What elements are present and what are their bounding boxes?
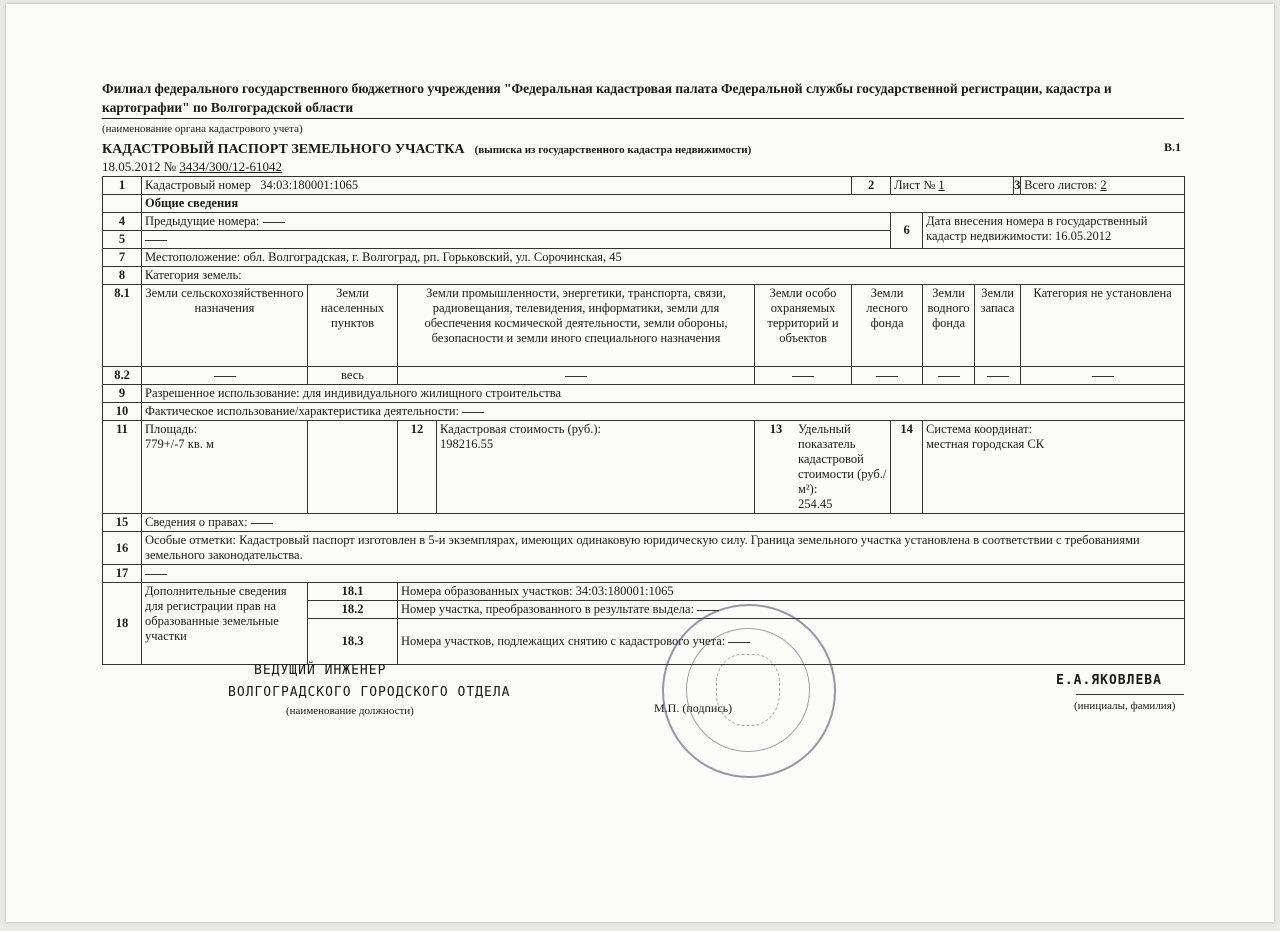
empty-dash bbox=[876, 376, 898, 377]
signer-underline bbox=[1076, 694, 1184, 695]
empty-dash bbox=[263, 222, 285, 223]
coord-system-label: Система координат: bbox=[926, 422, 1033, 436]
cadastral-value-value: 198216.55 bbox=[440, 437, 494, 451]
row-number: 11 bbox=[103, 421, 142, 514]
empty-dash bbox=[987, 376, 1009, 377]
rights-label: Сведения о правах: bbox=[145, 515, 248, 529]
table-row bbox=[103, 367, 1185, 385]
passport-table bbox=[102, 176, 1185, 665]
cadastral-number-value: 34:03:180001:1065 bbox=[260, 178, 359, 192]
passport-title bbox=[102, 142, 751, 158]
total-sheets-value: 2 bbox=[1100, 178, 1107, 192]
org-underline bbox=[102, 118, 1184, 119]
row-5-cell bbox=[142, 231, 891, 249]
actual-use-cell bbox=[142, 403, 1185, 421]
number-prefix: № bbox=[163, 159, 177, 174]
position-caption: (наименование должности) bbox=[286, 705, 414, 717]
table-row bbox=[103, 285, 1185, 367]
transformed-plot-label: Номер участка, преобразованного в результате выдела: bbox=[401, 602, 695, 616]
empty-dash bbox=[214, 376, 236, 377]
table-row bbox=[103, 267, 1185, 285]
sheet-number-cell bbox=[891, 177, 1014, 195]
empty-dash bbox=[938, 376, 960, 377]
passport-date-number bbox=[102, 159, 282, 175]
row-number: 3 bbox=[1014, 177, 1021, 195]
category-unset: Категория не установлена bbox=[1021, 285, 1185, 367]
row-number: 12 bbox=[398, 421, 437, 514]
category-industry: Земли промышленности, энергетики, транспорта, связи, радиовещания, телевидения, информатики, земли для обеспечения космической деятельности, земли обороны, безопасности и земли иного специального назначения bbox=[398, 285, 755, 367]
land-category-cell: Категория земель: bbox=[142, 267, 1185, 285]
passport-title-text: КАДАСТРОВЫЙ ПАСПОРТ ЗЕМЕЛЬНОГО УЧАСТКА bbox=[102, 142, 465, 157]
row-number: 18.1 bbox=[308, 583, 398, 601]
table-row bbox=[103, 249, 1185, 267]
row-number: 8.2 bbox=[103, 367, 142, 385]
sheet-number-label: Лист № bbox=[894, 178, 936, 192]
total-sheets-cell bbox=[1021, 177, 1185, 195]
table-row bbox=[103, 385, 1185, 403]
sheet-number-value: 1 bbox=[938, 178, 945, 192]
row-number: 14 bbox=[891, 421, 923, 514]
position-line-1: ВЕДУЩИЙ ИНЖЕНЕР bbox=[254, 663, 387, 678]
empty-dash bbox=[565, 376, 587, 377]
unit-value-value: 254.45 bbox=[798, 497, 833, 511]
cadastral-value-label: Кадастровая стоимость (руб.): bbox=[440, 422, 601, 436]
previous-numbers-label: Предыдущие номера: bbox=[145, 214, 260, 228]
official-seal bbox=[662, 604, 836, 778]
coord-system-cell bbox=[923, 421, 1185, 514]
empty-dash bbox=[145, 574, 167, 575]
table-row bbox=[103, 583, 1185, 601]
passport-date: 18.05.2012 bbox=[102, 159, 161, 174]
passport-subtitle: (выписка из государственного кадастра недвижимости) bbox=[474, 144, 752, 156]
row-number: 18.2 bbox=[308, 601, 398, 619]
row-number: 15 bbox=[103, 514, 142, 532]
empty-dash bbox=[251, 523, 273, 524]
actual-use-label: Фактическое использование/характеристика деятельности: bbox=[145, 404, 460, 418]
table-row bbox=[103, 213, 1185, 231]
table-row bbox=[103, 403, 1185, 421]
row-number: 2 bbox=[852, 177, 891, 195]
cadastral-value-cell bbox=[437, 421, 755, 514]
category-agricultural: Земли сельскохозяйственного назначения bbox=[142, 285, 308, 367]
cadastral-number-cell bbox=[142, 177, 852, 195]
table-row bbox=[103, 421, 1185, 514]
row-number: 8.1 bbox=[103, 285, 142, 367]
row-number: 1 bbox=[103, 177, 142, 195]
table-row bbox=[103, 195, 1185, 213]
unit-value-label: Удельный показатель кадастровой стоимости (руб./м²): bbox=[798, 422, 887, 496]
row-number: 9 bbox=[103, 385, 142, 403]
empty-dash bbox=[145, 240, 167, 241]
row-number: 10 bbox=[103, 403, 142, 421]
permitted-use-cell: Разрешенное использование: для индивидуального жилищного строительства bbox=[142, 385, 1185, 403]
area-cell bbox=[142, 421, 308, 514]
additional-info-label: Дополнительные сведения для регистрации прав на образованные земельные участки bbox=[142, 583, 308, 665]
row-number: 5 bbox=[103, 231, 142, 249]
unit-value-cell bbox=[755, 421, 891, 514]
location-cell: Местоположение: обл. Волгоградская, г. Волгоград, рп. Горьковский, ул. Сорочинская, 45 bbox=[142, 249, 1185, 267]
org-name: Филиал федерального государственного бюджетного учреждения "Федеральная кадастровая палата Федеральной службы государственной регистрации, кадастра и картографии" по Волгоградской области bbox=[102, 81, 1112, 115]
row-number: 13 bbox=[769, 422, 783, 436]
general-info-heading: Общие сведения bbox=[142, 195, 1185, 213]
document-sheet bbox=[6, 4, 1274, 922]
category-protected: Земли особо охраняемых территорий и объектов bbox=[755, 285, 852, 367]
stamp-caption: М.П. (подпись) bbox=[654, 701, 733, 715]
row-number: 7 bbox=[103, 249, 142, 267]
formed-plots-cell: Номера образованных участков: 34:03:180001:1065 bbox=[398, 583, 1185, 601]
row-number: 4 bbox=[103, 213, 142, 231]
category-settlements-value: весь bbox=[308, 367, 398, 385]
category-forest: Земли лесного фонда bbox=[852, 285, 923, 367]
row-number: 18 bbox=[103, 583, 142, 665]
row-number: 6 bbox=[891, 213, 923, 249]
signer-caption: (инициалы, фамилия) bbox=[1074, 700, 1176, 712]
row-number: 8 bbox=[103, 267, 142, 285]
row-number: 18.3 bbox=[308, 619, 398, 665]
org-caption: (наименование органа кадастрового учета) bbox=[102, 123, 303, 135]
special-notes-cell: Особые отметки: Кадастровый паспорт изготовлен в 5-и экземплярах, имеющих одинаковую юридическую силу. Граница земельного участка установлена в соответствии с требованиями земельного законодательства. bbox=[142, 532, 1185, 565]
area-value: 779+/-7 кв. м bbox=[145, 437, 214, 451]
empty-dash bbox=[462, 412, 484, 413]
empty-dash bbox=[1092, 376, 1114, 377]
signer-name: Е.А.ЯКОВЛЕВА bbox=[1056, 673, 1162, 688]
category-reserve: Земли запаса bbox=[975, 285, 1021, 367]
area-label: Площадь: bbox=[145, 422, 198, 436]
table-row bbox=[103, 532, 1185, 565]
form-code: В.1 bbox=[1164, 140, 1182, 154]
cadastral-number-label: Кадастровый номер bbox=[145, 178, 251, 192]
position-line-2: ВОЛГОГРАДСКОГО ГОРОДСКОГО ОТДЕЛА bbox=[228, 685, 511, 700]
row-number: 17 bbox=[103, 565, 142, 583]
coord-system-value: местная городская СК bbox=[926, 437, 1045, 451]
category-water: Земли водного фонда bbox=[923, 285, 975, 367]
table-row bbox=[103, 177, 1185, 195]
passport-number: 3434/300/12-61042 bbox=[179, 159, 282, 174]
number-entry-date: Дата внесения номера в государственный кадастр недвижимости: 16.05.2012 bbox=[923, 213, 1185, 249]
table-row bbox=[103, 565, 1185, 583]
table-row bbox=[103, 514, 1185, 532]
removed-plots-label: Номера участков, подлежащих снятию с кадастрового учета: bbox=[401, 634, 726, 648]
previous-numbers-cell bbox=[142, 213, 891, 231]
empty-dash bbox=[792, 376, 814, 377]
rights-cell bbox=[142, 514, 1185, 532]
total-sheets-label: Всего листов: bbox=[1024, 178, 1098, 192]
category-settlements: Земли населенных пунктов bbox=[308, 285, 398, 367]
row-number: 16 bbox=[103, 532, 142, 565]
